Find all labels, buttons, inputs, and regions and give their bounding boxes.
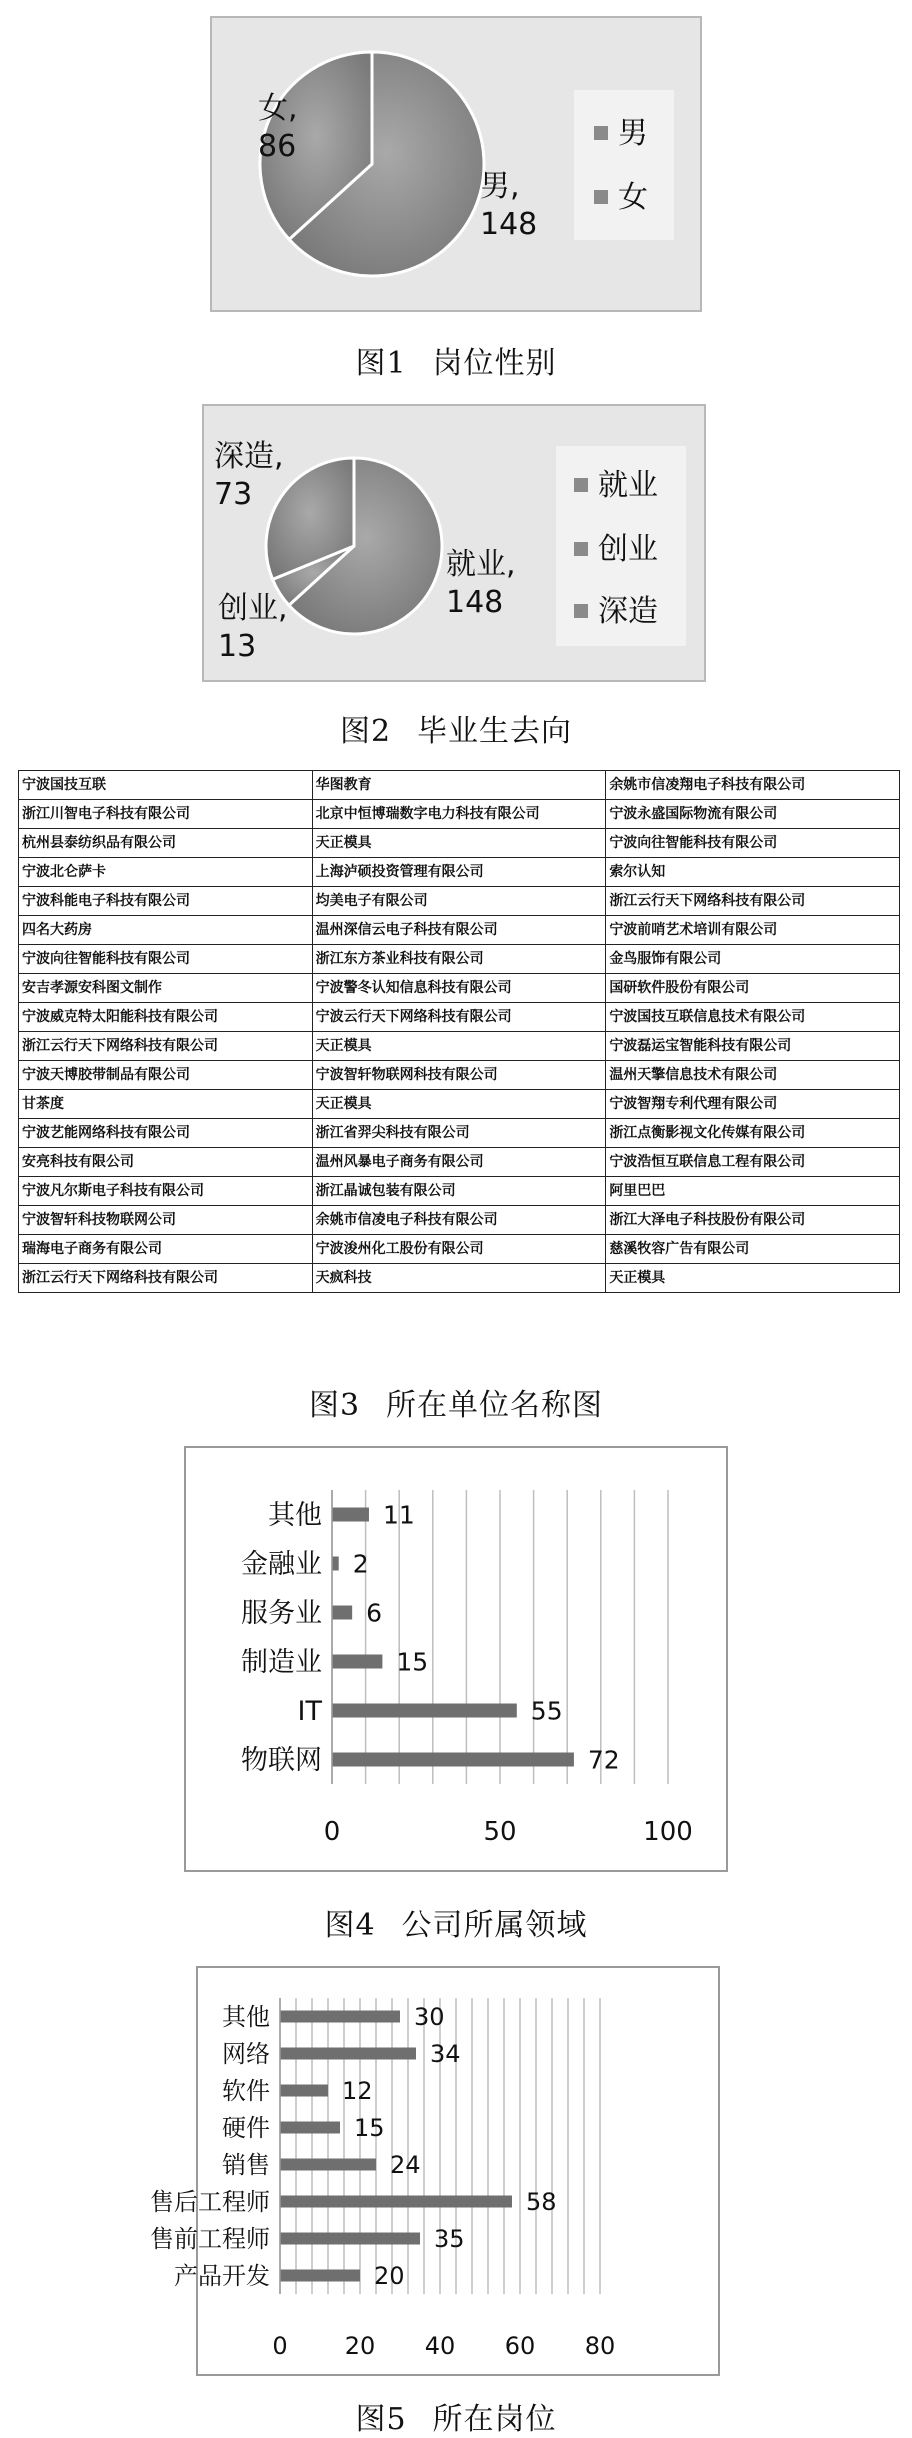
table-cell-12-2: 浙江点衡影视文化传媒有限公司 (606, 1119, 900, 1148)
fig5-category-label-4: 硬件 (222, 2114, 270, 2143)
fig2-legend-label-1: 创业 (598, 532, 658, 567)
table-cell-17-2: 天正模具 (606, 1264, 900, 1293)
fig4-category-label-2: 制造业 (241, 1647, 322, 1679)
table-row (19, 1148, 900, 1177)
table-cell-8-2: 宁波国技互联信息技术有限公司 (606, 1003, 900, 1032)
table-cell-7-0: 安吉孝源安科图文制作 (19, 974, 313, 1003)
fig2-pie-label-0-0: 就业, (446, 547, 516, 582)
table-cell-1-1: 北京中恒博瑞数字电力科技有限公司 (312, 800, 606, 829)
table-row (19, 1264, 900, 1293)
table-row (19, 771, 900, 800)
fig4-bar-0 (332, 1753, 574, 1767)
table-row (19, 974, 900, 1003)
table-cell-4-1: 均美电子有限公司 (312, 887, 606, 916)
fig4-bar-chart (186, 1448, 726, 1870)
fig1-legend-label-1: 女 (618, 180, 648, 215)
fig5-bar-7 (280, 2011, 400, 2023)
fig5-value-label-4: 15 (354, 2114, 385, 2143)
table-cell-3-0: 宁波北仑萨卡 (19, 858, 313, 887)
fig1-caption-title: 岗位性别 (432, 346, 557, 381)
table-row (19, 916, 900, 945)
table-cell-15-1: 余姚市信凌电子科技有限公司 (312, 1206, 606, 1235)
fig5-category-label-7: 其他 (222, 2003, 270, 2032)
table-row (19, 1003, 900, 1032)
fig4-tick-label-1: 50 (483, 1817, 517, 1847)
fig5-tick-label-0: 0 (272, 2332, 288, 2360)
table-cell-8-1: 宁波云行天下网络科技有限公司 (312, 1003, 606, 1032)
table-cell-13-1: 温州风暴电子商务有限公司 (312, 1148, 606, 1177)
fig3-company-table (18, 770, 900, 1293)
table-cell-10-2: 温州天擎信息技术有限公司 (606, 1061, 900, 1090)
table-cell-16-2: 慈溪牧容广告有限公司 (606, 1235, 900, 1264)
table-cell-13-2: 宁波浩恒互联信息工程有限公司 (606, 1148, 900, 1177)
fig2-legend-label-0: 就业 (598, 468, 658, 503)
table-cell-14-2: 阿里巴巴 (606, 1177, 900, 1206)
table-cell-0-2: 余姚市信凌翔电子科技有限公司 (606, 771, 900, 800)
fig1-caption-num: 图1 (355, 346, 407, 381)
fig4-bar-2 (332, 1655, 382, 1669)
fig1-pie-slices (260, 52, 484, 276)
table-cell-6-0: 宁波向往智能科技有限公司 (19, 945, 313, 974)
table-cell-6-1: 浙江东方茶业科技有限公司 (312, 945, 606, 974)
fig1-pie-label-1-0: 女, (258, 91, 298, 126)
fig4-value-label-4: 2 (352, 1549, 369, 1579)
table-cell-15-0: 宁波智轩科技物联网公司 (19, 1206, 313, 1235)
fig5-bar-1 (280, 2233, 420, 2245)
fig5-category-label-0: 产品开发 (174, 2262, 270, 2291)
fig4-value-label-0: 72 (587, 1745, 620, 1775)
fig5-value-label-6: 34 (430, 2040, 461, 2069)
table-row (19, 1061, 900, 1090)
fig5-value-label-1: 35 (434, 2225, 465, 2254)
table-cell-9-0: 浙江云行天下网络科技有限公司 (19, 1032, 313, 1061)
fig5-bar-chart (150, 1968, 718, 2374)
fig1-pie-label-0-0: 男, (480, 169, 520, 204)
fig2-legend (556, 446, 686, 646)
fig1-caption (0, 338, 912, 382)
table-cell-16-1: 宁波浚州化工股份有限公司 (312, 1235, 606, 1264)
fig1-chart-frame (210, 16, 702, 312)
table-cell-17-0: 浙江云行天下网络科技有限公司 (19, 1264, 313, 1293)
table-cell-16-0: 瑞海电子商务有限公司 (19, 1235, 313, 1264)
table-cell-9-2: 宁波磊运宝智能科技有限公司 (606, 1032, 900, 1061)
table-cell-14-1: 浙江晶诚包装有限公司 (312, 1177, 606, 1206)
table-cell-7-2: 国研软件股份有限公司 (606, 974, 900, 1003)
fig2-pie-label-2-1: 73 (214, 477, 253, 512)
fig5-tick-label-1: 20 (344, 2332, 376, 2360)
table-cell-9-1: 天正模具 (312, 1032, 606, 1061)
fig5-value-label-3: 24 (390, 2151, 421, 2180)
table-row (19, 945, 900, 974)
fig4-value-label-5: 11 (382, 1500, 415, 1530)
table-row (19, 1032, 900, 1061)
table-row (19, 800, 900, 829)
table-cell-2-1: 天正模具 (312, 829, 606, 858)
table-row (19, 1235, 900, 1264)
table-cell-10-1: 宁波智轩物联网科技有限公司 (312, 1061, 606, 1090)
fig5-category-label-6: 网络 (222, 2040, 270, 2069)
fig1-pie-label-0-1: 148 (480, 207, 538, 242)
table-cell-6-2: 金鸟服饰有限公司 (606, 945, 900, 974)
table-cell-7-1: 宁波警冬认知信息科技有限公司 (312, 974, 606, 1003)
fig2-pie-label-0-1: 148 (446, 585, 504, 620)
fig5-bar-2 (280, 2196, 512, 2208)
table-cell-5-2: 宁波前哨艺术培训有限公司 (606, 916, 900, 945)
fig5-caption-num: 图5 (355, 2402, 407, 2437)
fig2-caption-num: 图2 (339, 714, 392, 749)
table-row (19, 887, 900, 916)
table-cell-12-0: 宁波艺能网络科技有限公司 (19, 1119, 313, 1148)
fig5-bar-5 (280, 2085, 328, 2097)
table-row (19, 1177, 900, 1206)
fig4-category-label-1: IT (297, 1696, 322, 1728)
fig1-legend-label-0: 男 (618, 116, 648, 151)
fig1-legend-swatch-0 (594, 126, 608, 140)
fig2-caption (0, 706, 912, 750)
table-cell-0-0: 宁波国技互联 (19, 771, 313, 800)
table-cell-4-2: 浙江云行天下网络科技有限公司 (606, 887, 900, 916)
fig5-caption (0, 2394, 912, 2438)
table-cell-15-2: 浙江大泽电子科技股份有限公司 (606, 1206, 900, 1235)
fig4-category-label-3: 服务业 (241, 1598, 322, 1630)
table-cell-5-0: 四名大药房 (19, 916, 313, 945)
fig5-category-label-1: 售前工程师 (150, 2225, 270, 2254)
fig5-value-label-0: 20 (374, 2262, 405, 2291)
fig2-caption-title: 毕业生去向 (417, 714, 573, 749)
fig2-pie-label-2-0: 深造, (214, 439, 284, 474)
fig4-category-label-5: 其他 (268, 1500, 322, 1532)
table-cell-13-0: 安亮科技有限公司 (19, 1148, 313, 1177)
fig5-tick-label-3: 60 (504, 2332, 536, 2360)
fig4-caption (0, 1900, 912, 1944)
fig4-value-label-2: 15 (396, 1647, 429, 1677)
fig4-value-label-3: 6 (366, 1598, 383, 1628)
table-cell-11-2: 宁波智翔专利代理有限公司 (606, 1090, 900, 1119)
table-cell-8-0: 宁波威克特太阳能科技有限公司 (19, 1003, 313, 1032)
table-cell-3-1: 上海泸硕投资管理有限公司 (312, 858, 606, 887)
table-cell-11-1: 天正模具 (312, 1090, 606, 1119)
fig3-caption-num: 图3 (308, 1388, 361, 1423)
fig5-bar-6 (280, 2048, 416, 2060)
fig5-bar-0 (280, 2270, 360, 2282)
fig5-tick-label-2: 40 (424, 2332, 456, 2360)
table-cell-0-1: 华图教育 (312, 771, 606, 800)
fig2-pie-slices (266, 458, 442, 634)
table-cell-2-0: 杭州县泰纺织品有限公司 (19, 829, 313, 858)
table-cell-17-1: 天疯科技 (312, 1264, 606, 1293)
table-cell-14-0: 宁波凡尔斯电子科技有限公司 (19, 1177, 313, 1206)
fig5-value-label-2: 58 (526, 2188, 557, 2217)
fig4-bar-4 (332, 1557, 339, 1571)
fig4-category-label-0: 物联网 (241, 1745, 322, 1777)
table-cell-1-0: 浙江川智电子科技有限公司 (19, 800, 313, 829)
table-row (19, 1119, 900, 1148)
fig4-bar-5 (332, 1508, 369, 1522)
table-cell-4-0: 宁波科能电子科技有限公司 (19, 887, 313, 916)
fig4-value-label-1: 55 (530, 1696, 563, 1726)
fig2-legend-swatch-0 (574, 478, 588, 492)
table-row (19, 1206, 900, 1235)
fig4-bar-3 (332, 1606, 352, 1620)
fig1-pie-label-1-1: 86 (258, 129, 297, 164)
fig4-bar-1 (332, 1704, 517, 1718)
table-cell-1-2: 宁波永盛国际物流有限公司 (606, 800, 900, 829)
fig4-caption-num: 图4 (324, 1908, 376, 1943)
fig5-chart-frame (150, 1966, 720, 2376)
fig5-bar-4 (280, 2122, 340, 2134)
fig2-pie-label-1-1: 13 (218, 629, 257, 664)
fig2-legend-label-2: 深造 (598, 594, 658, 629)
fig5-value-label-7: 30 (414, 2003, 445, 2032)
table-row (19, 858, 900, 887)
table-cell-2-2: 宁波向往智能科技有限公司 (606, 829, 900, 858)
fig5-category-label-2: 售后工程师 (150, 2188, 270, 2217)
fig4-tick-label-2: 100 (643, 1817, 693, 1847)
fig2-legend-swatch-1 (574, 542, 588, 556)
fig5-tick-label-4: 80 (584, 2332, 616, 2360)
fig2-chart-frame (202, 404, 706, 682)
table-cell-5-1: 温州深信云电子科技有限公司 (312, 916, 606, 945)
table-cell-10-0: 宁波天博胶带制品有限公司 (19, 1061, 313, 1090)
table-row (19, 1090, 900, 1119)
fig4-chart-frame (184, 1446, 728, 1872)
table-row (19, 829, 900, 858)
fig3-caption-title: 所在单位名称图 (386, 1388, 604, 1423)
fig2-legend-swatch-2 (574, 604, 588, 618)
fig4-caption-title: 公司所属领域 (401, 1908, 588, 1943)
fig4-tick-label-0: 0 (323, 1817, 341, 1847)
fig2-pie-label-1-0: 创业, (218, 591, 288, 626)
fig5-value-label-5: 12 (342, 2077, 373, 2106)
fig5-bar-3 (280, 2159, 376, 2171)
table-cell-12-1: 浙江省羿尖科技有限公司 (312, 1119, 606, 1148)
fig4-category-label-4: 金融业 (241, 1549, 322, 1581)
fig1-legend-swatch-1 (594, 190, 608, 204)
table-cell-11-0: 甘茶度 (19, 1090, 313, 1119)
fig5-category-label-3: 销售 (222, 2151, 270, 2180)
table-cell-3-2: 索尔认知 (606, 858, 900, 887)
fig1-legend (574, 90, 674, 240)
fig3-caption (0, 1380, 912, 1424)
fig5-category-label-5: 软件 (222, 2077, 270, 2106)
fig5-caption-title: 所在岗位 (432, 2402, 557, 2437)
